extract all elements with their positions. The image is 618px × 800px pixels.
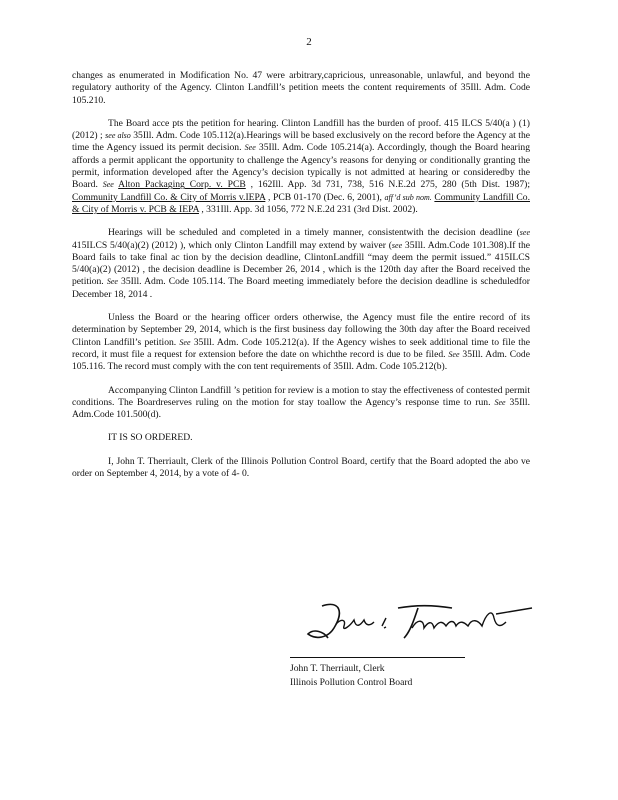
order-body: [72, 70, 530, 491]
case-name-community-landfill: Community Landfill Co. & City of Morris v.IEPA: [72, 191, 266, 203]
text-run: 35Ill. Adm. Code 105.214(a). Accordingly, though the Board hearing affords a permit applicant the opportunity to challenge the Agency’s reasons for denying or conditionally granting the permit, information developed after the Agency’s decision typically is not admitted at hearing or consideredby the Board.: [72, 142, 530, 191]
so-ordered-line: IT IS SO ORDERED.: [108, 432, 193, 444]
text-run: 415ILCS 5/40(a)(2) (2012) ), which only Clinton Landfill may extend by waiver (: [72, 239, 392, 251]
signer-name: John T. Therriault, Clerk: [290, 663, 385, 674]
clerk-signature: [300, 598, 540, 648]
text-run: Unless the Board or the hearing officer orders otherwise, the Agency must file the entire record of its determination by September 29, 2014, which is the first business day following the 30th day after the Board received Clinton Landfill’s petition.: [72, 312, 530, 348]
citation-signal: See: [244, 143, 256, 153]
text-run: The Board acce pts the petition for hearing. Clinton Landfill has the burden of proof. 415 ILCS 5/40(a ) (1)(2012) ;: [72, 117, 530, 142]
page-number: 2: [306, 36, 312, 48]
case-name-community-landfill-appeal: Community Landfill Co. & City of Morris v. PCB & IEPA: [72, 191, 530, 215]
signature-line: [290, 657, 465, 658]
text-run: , 162Ill. App. 3d 731, 738, 516 N.E.2d 275, 280 (5th Dist. 1987);: [245, 179, 530, 191]
text-run: 35Ill. Adm. Code 105.112(a).Hearings will be based exclusively on the record before the Agency at the time the Agency issued its permit decision.: [72, 130, 530, 154]
citation-signal: see also: [105, 131, 131, 141]
citation-signal: See: [106, 277, 118, 287]
signer-organization: Illinois Pollution Control Board: [290, 677, 413, 688]
citation-signal: see: [391, 240, 403, 250]
citation-signal: aff’d sub nom.: [384, 192, 432, 202]
citation-signal: See: [448, 349, 460, 359]
text-run: 35Ill. Adm. Code 105.212(a). If the Agency wishes to seek additional time to file the record, it must file a request for extension before the date on whichthe record is due to be filed.: [72, 336, 530, 360]
text-run: 35Ill. Adm.Code 101.500(d).: [72, 396, 530, 421]
text-run: Accompanying Clinton Landfill ’s petition for review is a motion to stay the effectiveness of contested permit conditions. The Boardreserves ruling on the motion for stay toallow the Agency’s response time to run.: [72, 384, 530, 408]
paragraph-motion-to-stay: [72, 385, 530, 422]
paragraph-decision-deadline: [72, 227, 530, 301]
paragraph-agency-record: [72, 312, 530, 373]
clerk-certification: I, John T. Therriault, Clerk of the Illinois Pollution Control Board, certify that the Board adopted the abo ve order on September 4, 2014, by a vote of 4- 0.: [72, 455, 530, 480]
paragraph-hearing-acceptance: [72, 118, 530, 216]
citation-signal: See: [179, 337, 191, 347]
text-run: 35Ill. Adm.Code 101.308).If the Board fails to take final ac tion by the decision deadline, ClintonLandfill “may deem the permit issued.” 415ILCS 5/40(a)(2) (2012) , the decision deadline is December 26, 2014 , which is the 120th day after the Board received the petition.: [72, 239, 530, 288]
text-run: Hearings will be scheduled and completed in a timely manner, consistentwith the decision deadline (: [108, 227, 520, 239]
citation-signal: See: [494, 397, 506, 407]
citation-signal: see: [519, 228, 530, 238]
case-name-alton: Alton Packaging Corp. v. PCB: [118, 179, 246, 191]
text-run: 35Ill. Adm. Code 105.116. The record must comply with the con tent requirements of 35Ill. Adm. Code 105.212(b).: [72, 348, 530, 373]
citation-signal: See: [102, 180, 114, 190]
paragraph-grounds: changes as enumerated in Modification No. 47 were arbitrary,capricious, unreasonable, unlawful, and beyond the regulatory authority of the Agency. Clinton Landfill’s petition meets the content requirements of 35Ill. Adm. Code 105.210.: [72, 70, 530, 106]
text-run: , 331Ill. App. 3d 1056, 772 N.E.2d 231 (3rd Dist. 2002).: [198, 203, 418, 215]
text-run: , PCB 01-170 (Dec. 6, 2001),: [265, 191, 385, 203]
signer-block: [290, 662, 412, 690]
text-run: 35Ill. Adm. Code 105.114. The Board meeting immediately before the decision deadline is scheduledfor December 18, 2014 .: [72, 276, 530, 300]
